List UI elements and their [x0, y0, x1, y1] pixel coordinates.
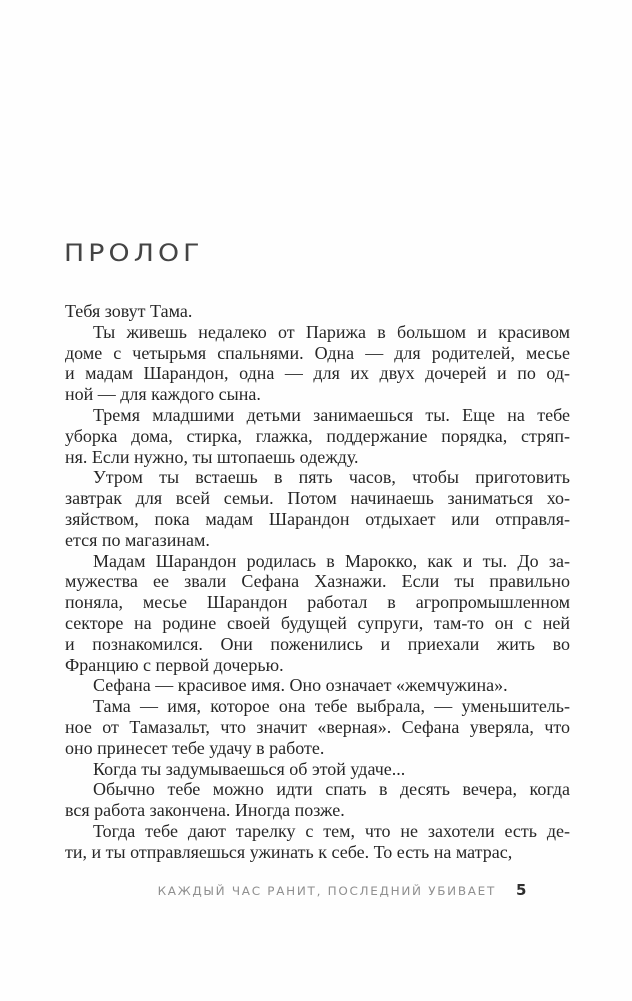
body-line: уборка дома, стирка, глажка, поддержание порядка, стряп-	[65, 425, 570, 446]
body-line: ется по магазинам.	[65, 529, 210, 550]
paragraph	[65, 467, 570, 550]
body-line: Утром ты встаешь в пять часов, чтобы приготовить	[93, 467, 570, 488]
body-line: секторе на родине своей будущей супруги, там-то он с ней	[65, 612, 570, 633]
paragraph	[65, 405, 570, 467]
body-line: оно принесет тебе удачу в работе.	[65, 737, 325, 758]
paragraph	[65, 821, 570, 863]
body-line: зяйством, пока мадам Шарандон отдыхает или отправля-	[65, 508, 570, 529]
body-line: Сефана — красивое имя. Оно означает «жемчужина».	[93, 675, 508, 696]
body-line: Когда ты задумываешься об этой удаче...	[93, 758, 406, 779]
page-footer	[0, 881, 632, 899]
body-line: Ты живешь недалеко от Парижа в большом и красивом	[93, 321, 570, 342]
body-line: завтрак для всей семьи. Потом начинаешь заниматься хо-	[65, 488, 570, 509]
body-line: Францию с первой дочерью.	[65, 654, 284, 675]
body-line: ной — для каждого сына.	[65, 384, 261, 405]
body-line: Мадам Шарандон родилась в Марокко, как и ты. До за-	[93, 550, 570, 571]
body-line: поняла, месье Шарандон работал в агропромышленном	[65, 592, 570, 613]
body-line: ня. Если нужно, ты штопаешь одежду.	[65, 446, 359, 467]
body-line: Обычно тебе можно идти спать в десять вечера, когда	[93, 779, 570, 800]
paragraph	[65, 322, 570, 405]
body-line: и мадам Шарандон, одна — для их двух дочерей и по од-	[65, 363, 570, 384]
paragraph	[65, 779, 570, 821]
body-line: Тремя младшими детьми занимаешься ты. Еще на тебе	[93, 404, 570, 425]
body-line: мужества ее звали Сефана Хазнажи. Если ты правильно	[65, 571, 570, 592]
body-line: доме с четырьмя спальнями. Одна — для родителей, месье	[65, 342, 570, 363]
paragraph	[65, 301, 570, 322]
body-line: ти, и ты отправляешься ужинать к себе. То есть на матрас,	[65, 841, 513, 862]
body-line: Тама — имя, которое она тебе выбрала, — уменьшитель-	[93, 696, 570, 717]
chapter-title: ПРОЛОГ	[64, 240, 204, 268]
body-line: ное от Тамазальт, что значит «верная». Сефана уверяла, что	[65, 716, 570, 737]
paragraph	[65, 759, 570, 780]
body-line: Тебя зовут Тама.	[65, 301, 193, 321]
paragraph	[65, 675, 570, 696]
running-title: КАЖДЫЙ ЧАС РАНИТ, ПОСЛЕДНИЙ УБИВАЕТ	[157, 884, 496, 898]
paragraph	[65, 696, 570, 758]
text-block	[65, 301, 570, 863]
body-line: и познакомился. Они поженились и приехали жить во	[65, 633, 570, 654]
paragraph	[65, 551, 570, 676]
body-line: вся работа закончена. Иногда позже.	[65, 800, 345, 821]
page-number: 5	[516, 881, 527, 899]
body-line: Тогда тебе дают тарелку с тем, что не захотели есть де-	[93, 820, 570, 841]
